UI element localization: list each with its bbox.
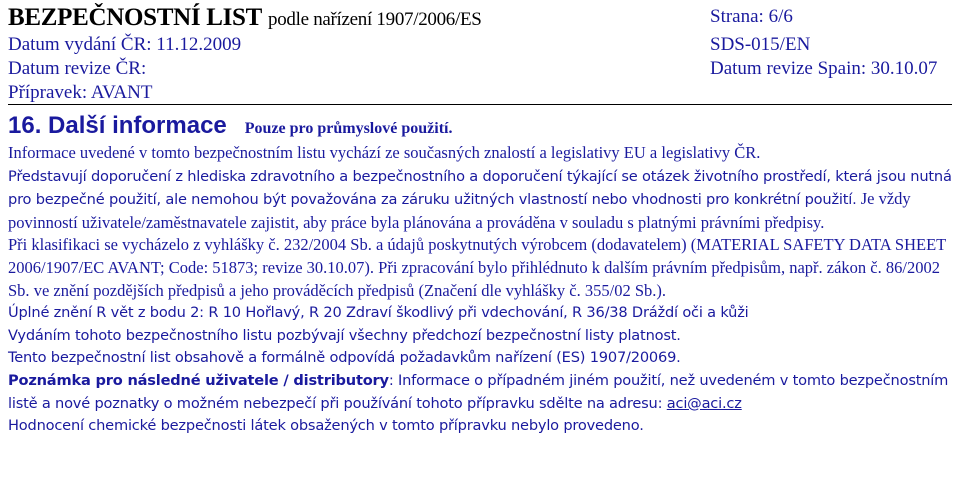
revision-date-cz: Datum revize ČR: <box>8 58 147 79</box>
paragraph: Informace uvedené v tomto bezpečnostním listu vychází ze současných znalostí a legislativy EU a legislativy ČR. <box>8 143 761 162</box>
page-number: Strana: 6/6 <box>710 6 793 27</box>
r-phrases: Úplné znění R vět z bodu 2: R 10 Hořlavý, R 20 Zdraví škodlivý při vdechování, R 36/38 Dráždí oči a kůži <box>8 304 749 322</box>
document-header <box>8 4 952 106</box>
product-name: Přípravek: AVANT <box>8 82 153 103</box>
section-title: 16. Další informace <box>8 112 227 139</box>
paragraph: Tento bezpečnostní list obsahově a formálně odpovídá požadavkům nařízení (ES) 1907/20069. <box>8 349 681 367</box>
document-title: BEZPEČNOSTNÍ LIST podle nařízení 1907/2006/ES <box>8 4 482 31</box>
paragraph: Hodnocení chemické bezpečnosti látek obsažených v tomto přípravku nebylo provedeno. <box>8 417 644 435</box>
recommendation-text: Představují doporučení z hlediska zdravotního a bezpečnostního a doporučení týkající se otázek životního prostředí, která jsou nutná pro bezpečné použití, ale nemohou být považována za záruku užitných vlastností nebo vhodnosti pro konkrétní použití. <box>8 167 952 209</box>
paragraph: Poznámka pro následné uživatele / distributory: Informace o případném jiném použití, než uvedeném v tomto bezpečnostním listě a nové poznatky o možném nebezpečí při používání tohoto přípravku sdělte na adresu: aci@aci.cz <box>8 371 949 412</box>
section-body <box>8 142 952 438</box>
paragraph: Při klasifikaci se vycházelo z vyhlášky č. 232/2004 Sb. a údajů poskytnutých výrobcem (dodavatelem) (MATERIAL SAFETY DATA SHEET 2006/1907/EC AVANT; Code: 51873; revize 30.10.07). Při zpracování bylo přihlédnuto k dalším právním předpisům, např. zákon č. 86/2002 Sb. ve znění pozdějších předpisů a jeho prováděcích předpisů (Značení dle vyhlášky č. 355/02 Sb.). <box>8 235 946 300</box>
section-heading <box>8 112 952 143</box>
sds-code: SDS-015/EN <box>710 34 811 55</box>
issue-date: Datum vydání ČR: 11.12.2009 <box>8 34 242 55</box>
responsibility-text: Je vždy povinností uživatele/zaměstnavatele zajistit, aby práce byla plánována a prováděna v souladu s platnými právními předpisy. <box>8 189 911 232</box>
revision-date-es: Datum revize Spain: 30.10.07 <box>710 58 938 79</box>
paragraph: Vydáním tohoto bezpečnostního listu pozbývají všechny předchozí bezpečnostní listy platnost. <box>8 326 681 344</box>
email-link[interactable]: aci@aci.cz <box>666 394 742 412</box>
regulation-ref: podle nařízení 1907/2006/ES <box>268 9 482 30</box>
note-label: Poznámka pro následné uživatele / distributory <box>8 371 389 389</box>
paragraph <box>8 165 952 235</box>
section-note: Pouze pro průmyslové použití. <box>244 120 453 137</box>
header-divider <box>8 104 952 105</box>
